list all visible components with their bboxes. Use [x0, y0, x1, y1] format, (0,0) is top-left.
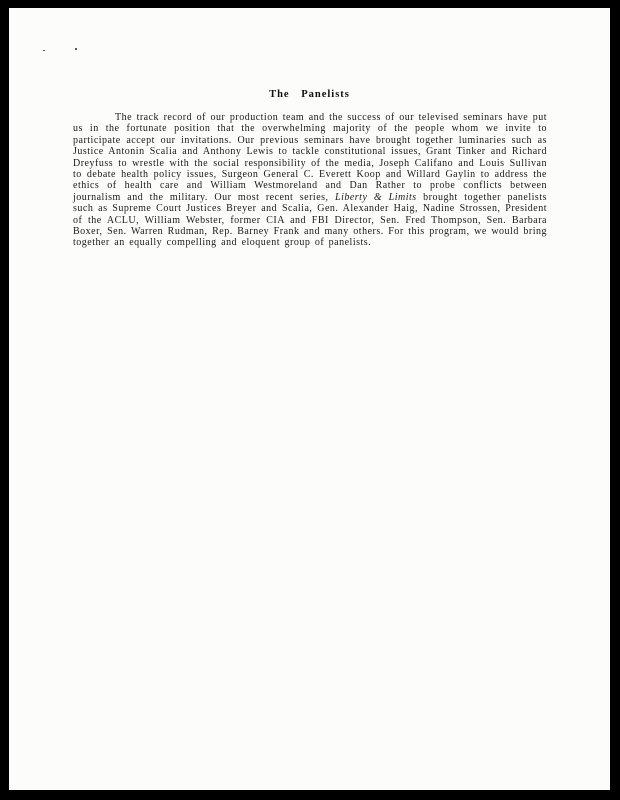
paragraph-line: us in the fortunate position that the overwhelming majority of the people whom we invite to [73, 123, 547, 135]
scan-speck [43, 50, 45, 51]
document-page [9, 8, 610, 790]
paragraph-line: Dreyfuss to wrestle with the social responsibility of the media, Joseph Califano and Louis Sullivan [73, 157, 547, 169]
paragraph-line-with-italic [73, 192, 547, 203]
line-segment: brought together panelists [423, 191, 547, 203]
paragraph-line: together an equally compelling and eloquent group of panelists. [73, 237, 372, 249]
series-title-italic: Liberty & Limits [335, 191, 417, 203]
paragraph-line: The track record of our production team and the success of our televised seminars have put [115, 112, 547, 123]
paragraph-line: Boxer, Sen. Warren Rudman, Rep. Barney Frank and many others. For this program, we would bring [73, 226, 547, 238]
paragraph-line: ethics of health care and William Westmoreland and Dan Rather to probe conflicts between [73, 180, 547, 192]
paragraph-line: of the ACLU, William Webster, former CIA and FBI Director, Sen. Fred Thompson, Sen. Barbara [73, 214, 547, 226]
line-segment: journalism and the military. Our most recent series, [73, 191, 329, 203]
paragraph-line: such as Supreme Court Justices Breyer and Scalia, Gen. Alexander Haig, Nadine Strossen, President [73, 203, 547, 215]
paragraph-line: participate accept our invitations. Our previous seminars have brought together luminaries such as [73, 134, 547, 146]
paragraph-line: Justice Antonin Scalia and Anthony Lewis to tackle constitutional issues, Grant Tinker and Richard [73, 146, 547, 158]
scan-speck [75, 48, 77, 50]
paragraph-line: to debate health policy issues, Surgeon General C. Everett Koop and Willard Gaylin to address the [73, 169, 547, 181]
body-paragraph [73, 112, 547, 249]
page-title: The Panelists [269, 89, 350, 100]
